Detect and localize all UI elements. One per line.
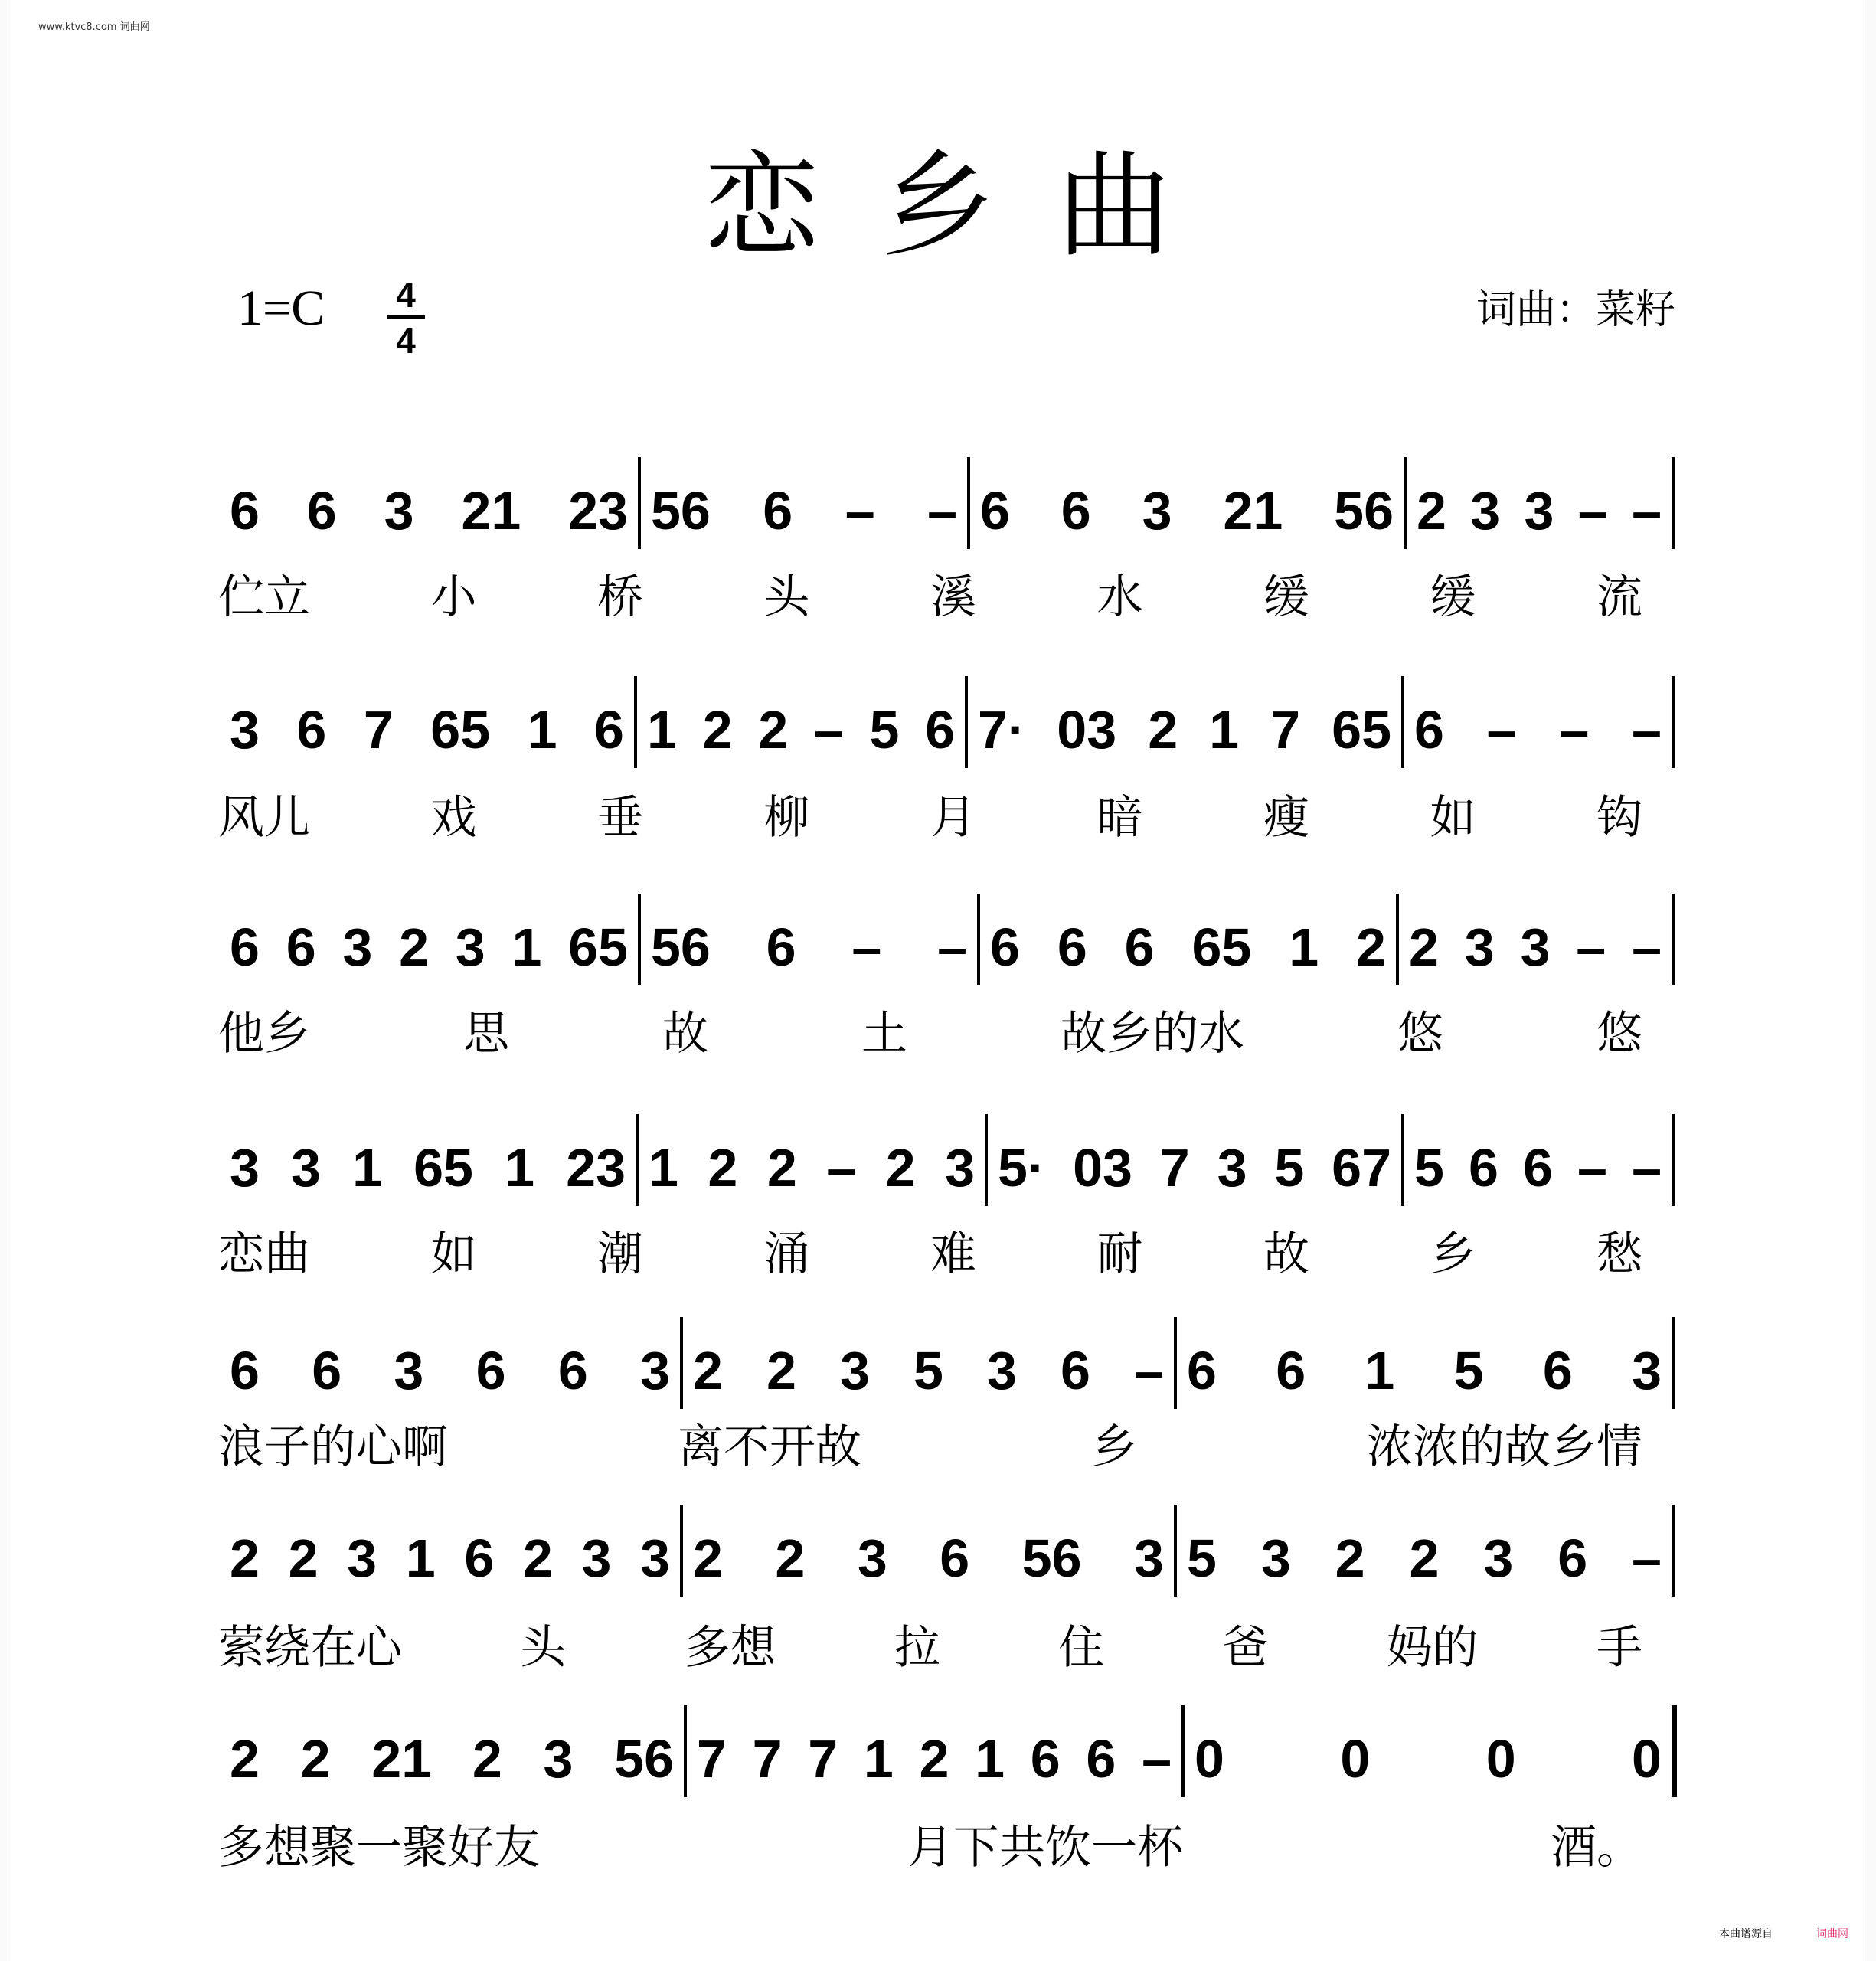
- barline: [1401, 1114, 1404, 1206]
- lyrics-row-7: [218, 1821, 1642, 1874]
- lyric-word: 水: [1097, 570, 1143, 624]
- barline: [1401, 676, 1404, 768]
- barline: [1174, 1317, 1177, 1409]
- lyric-word: 难: [930, 1227, 976, 1281]
- barline: [680, 1317, 683, 1409]
- lyric-word: 他乡: [218, 1007, 310, 1061]
- lyric-word: 愁: [1597, 1227, 1642, 1281]
- lyric-word: 离不开故: [678, 1420, 861, 1474]
- footer-source: 本曲谱源自: [1719, 1928, 1773, 1940]
- measure-4-1: 3 3 1 65 1 23: [230, 1138, 626, 1198]
- barline: [638, 457, 641, 549]
- key-signature: 1=C: [237, 280, 325, 336]
- lyric-word: 头: [520, 1621, 567, 1675]
- lyric-word: 垂: [597, 791, 643, 845]
- lyrics-row-3: [218, 1007, 1642, 1061]
- lyrics-row-5: [218, 1420, 1642, 1474]
- lyric-word: 涌: [763, 1227, 810, 1281]
- lyric-word: 手: [1596, 1621, 1642, 1675]
- lyric-word: 爸: [1222, 1621, 1269, 1675]
- measure-6-1: 2 2 3 1 6 2 3 3: [230, 1528, 670, 1588]
- measure-5-2: 2 2 3 5 3 6 –: [693, 1341, 1164, 1400]
- lyric-word: 拉: [894, 1621, 940, 1675]
- lyric-word: 萦绕在心: [218, 1621, 402, 1675]
- lyric-word: 月下共饮一杯: [907, 1821, 1183, 1874]
- barline: [967, 457, 970, 549]
- lyric-word: 戏: [430, 791, 477, 845]
- measure-1-1: 6 6 3 21 23: [230, 481, 628, 541]
- measure-2-4: 6 – – –: [1414, 700, 1662, 760]
- lyric-word: 浓浓的故乡情: [1367, 1420, 1642, 1474]
- lyric-word: 柳: [763, 791, 810, 845]
- lyric-word: 故: [1263, 1227, 1309, 1281]
- lyric-word: 悠: [1597, 1007, 1642, 1061]
- lyrics-row-1: [218, 570, 1642, 624]
- measure-7-2: 7 7 7 1 2 1 6 6 –: [697, 1729, 1172, 1789]
- lyric-word: 故: [662, 1007, 708, 1061]
- lyric-word: 酒。: [1551, 1821, 1642, 1874]
- measure-3-3: 6 6 6 65 1 2: [990, 917, 1386, 977]
- measure-1-4: 2 3 3 – –: [1417, 481, 1662, 541]
- lyric-word: 如: [1430, 791, 1476, 845]
- barline: [1672, 457, 1675, 549]
- measure-1-3: 6 6 3 21 56: [980, 481, 1394, 541]
- lyric-word: 缓: [1430, 570, 1476, 624]
- barline: [977, 894, 980, 985]
- lyric-word: 思: [463, 1007, 509, 1061]
- meter-top: 4: [396, 275, 416, 315]
- lyric-word: 伫立: [218, 570, 310, 624]
- barline: [1404, 457, 1407, 549]
- barline: [1672, 676, 1675, 768]
- barline: [985, 1114, 988, 1206]
- measure-4-4: 5 6 6 – –: [1414, 1138, 1662, 1198]
- lyric-word: 住: [1058, 1621, 1105, 1675]
- barline: [1672, 1505, 1675, 1597]
- measure-4-2: 1 2 2 – 2 3: [649, 1138, 975, 1198]
- barline: [638, 894, 641, 985]
- lyric-word: 乡: [1430, 1227, 1476, 1281]
- measure-4-3: 5· 03 7 3 5 67: [998, 1138, 1391, 1198]
- measure-2-3: 7· 03 2 1 7 65: [978, 700, 1391, 760]
- lyric-word: 流: [1597, 570, 1642, 624]
- lyric-word: 浪子的心啊: [218, 1420, 448, 1474]
- measure-3-1: 6 6 3 2 3 1 65: [230, 917, 628, 977]
- measure-1-2: 56 6 – –: [651, 481, 957, 541]
- barline: [1672, 1114, 1675, 1206]
- lyric-word: 耐: [1097, 1227, 1143, 1281]
- barline: [634, 676, 637, 768]
- lyric-word: 缓: [1263, 570, 1309, 624]
- lyric-word: 土: [861, 1007, 907, 1061]
- lyric-word: 潮: [597, 1227, 643, 1281]
- lyric-word: 溪: [930, 570, 976, 624]
- composer-credit: 词曲：菜籽: [1476, 287, 1676, 333]
- site-tag: www.ktvc8.com 词曲网: [38, 21, 150, 33]
- lyric-word: 风儿: [218, 791, 310, 845]
- measure-5-3: 6 6 1 5 6 3: [1187, 1341, 1662, 1400]
- lyric-word: 月: [930, 791, 976, 845]
- lyric-word: 多想: [684, 1621, 776, 1675]
- lyric-word: 桥: [597, 570, 643, 624]
- measure-7-3: 0 0 0 0: [1195, 1729, 1662, 1789]
- lyric-word: 多想聚一聚好友: [218, 1821, 540, 1874]
- barline: [1672, 1317, 1675, 1409]
- measure-7-1: 2 2 21 2 3 56: [230, 1729, 674, 1789]
- lyric-word: 暗: [1097, 791, 1143, 845]
- lyrics-row-4: [218, 1227, 1642, 1281]
- lyric-word: 恋曲: [218, 1227, 310, 1281]
- barline: [1672, 894, 1675, 985]
- measure-3-2: 56 6 – –: [651, 917, 967, 977]
- song-title: 恋乡曲: [704, 140, 1233, 273]
- meter-bottom: 4: [396, 321, 416, 361]
- lyric-word: 故乡的水: [1061, 1007, 1244, 1061]
- lyric-word: 悠: [1397, 1007, 1443, 1061]
- lyric-word: 小: [430, 570, 477, 624]
- measure-2-1: 3 6 7 65 1 6: [230, 700, 624, 760]
- barline: [1174, 1505, 1177, 1597]
- barline: [680, 1505, 683, 1597]
- lyrics-row-2: [218, 791, 1642, 845]
- measure-6-3: 5 3 2 2 3 6 –: [1187, 1528, 1662, 1588]
- footer-site: 词曲网: [1816, 1928, 1848, 1940]
- barline: [1396, 894, 1399, 985]
- barline: [1672, 1705, 1677, 1797]
- lyric-word: 妈的: [1386, 1621, 1479, 1675]
- lyric-word: 钩: [1597, 791, 1642, 845]
- lyric-word: 瘦: [1263, 791, 1309, 845]
- barline: [636, 1114, 639, 1206]
- lyric-word: 乡: [1091, 1420, 1137, 1474]
- lyric-word: 如: [430, 1227, 477, 1281]
- measure-3-4: 2 3 3 – –: [1409, 917, 1662, 977]
- barline: [965, 676, 968, 768]
- measure-6-2: 2 2 3 6 56 3: [693, 1528, 1164, 1588]
- lyric-word: 头: [763, 570, 810, 624]
- measure-5-1: 6 6 3 6 6 3: [230, 1341, 670, 1400]
- lyrics-row-6: [218, 1621, 1642, 1675]
- barline: [1181, 1705, 1185, 1797]
- barline: [684, 1705, 687, 1797]
- measure-2-2: 1 2 2 – 5 6: [647, 700, 955, 760]
